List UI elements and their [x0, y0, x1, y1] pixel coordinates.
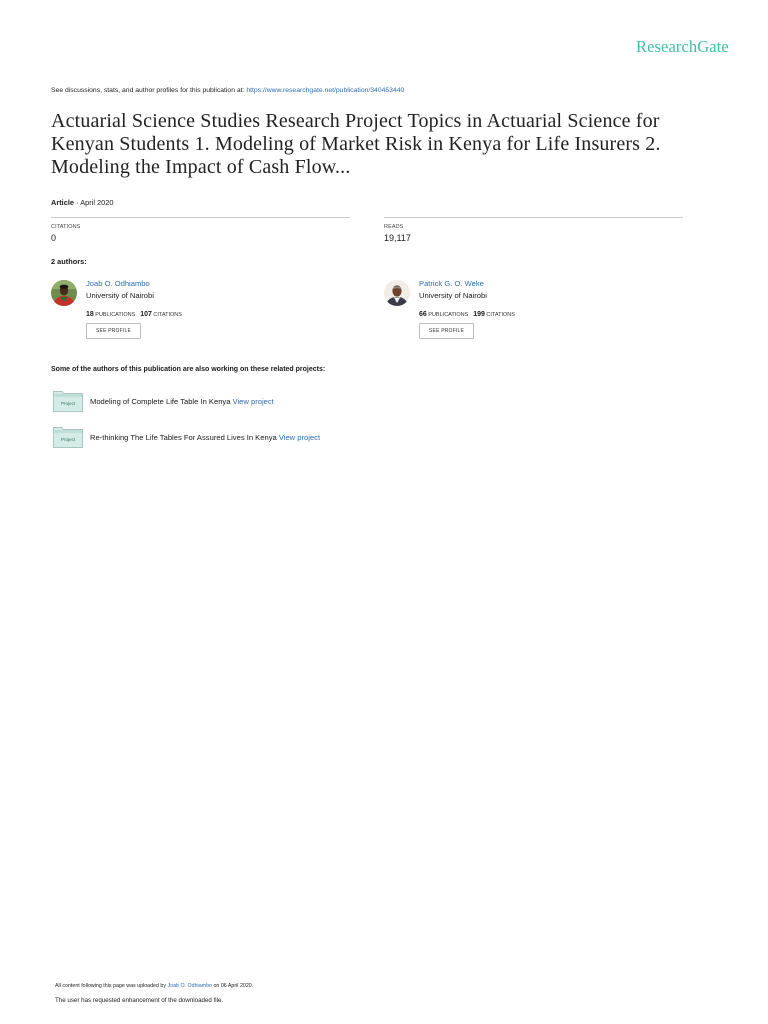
reads-label: READS — [384, 224, 404, 230]
publications-label: PUBLICATIONS — [428, 312, 469, 318]
author-card — [384, 279, 674, 341]
author-avatar[interactable] — [51, 280, 77, 306]
upload-note — [55, 982, 253, 990]
project-title: Re-thinking The Life Tables For Assured Lives In Kenya — [90, 433, 277, 442]
publications-label: PUBLICATIONS — [95, 312, 136, 318]
title-line-2: Kenyan Students 1. Modeling of Market Risk in Kenya for Life Insurers 2. — [51, 133, 661, 155]
uploader-link[interactable]: Joab O. Odhiambo — [167, 983, 212, 989]
citations-count: 107 — [140, 311, 152, 318]
project-line — [90, 433, 320, 443]
author-name-link[interactable]: Patrick G. O. Weke — [419, 279, 484, 288]
stats-divider-right — [384, 217, 683, 218]
see-profile-button[interactable]: SEE PROFILE — [419, 323, 474, 339]
title-line-3: Modeling the Impact of Cash Flow... — [51, 156, 351, 178]
author-stats — [419, 307, 515, 320]
intro-line — [51, 86, 404, 96]
project-item — [53, 426, 453, 448]
intro-text: See discussions, stats, and author profiles for this publication at: — [51, 87, 245, 94]
project-title: Modeling of Complete Life Table In Kenya — [90, 397, 231, 406]
author-affiliation: University of Nairobi — [419, 291, 487, 300]
researchgate-logo[interactable]: ResearchGate — [636, 37, 729, 56]
title-line-1: Actuarial Science Studies Research Project Topics in Actuarial Science for — [51, 110, 660, 132]
publication-title — [51, 110, 661, 179]
upload-prefix: All content following this page was uploaded by — [55, 983, 167, 989]
project-icon-label: Project — [60, 437, 76, 442]
author-stats — [86, 307, 182, 320]
view-project-link[interactable]: View project — [232, 397, 274, 406]
upload-suffix: on 06 April 2020. — [213, 983, 254, 989]
project-item — [53, 390, 453, 412]
reads-value: 19,117 — [384, 233, 411, 243]
citations-value: 0 — [51, 233, 57, 243]
view-project-link[interactable]: View project — [278, 433, 321, 442]
project-line — [90, 397, 274, 407]
meta-separator: · — [76, 198, 79, 207]
publication-type: Article — [51, 198, 75, 207]
author-photo — [51, 280, 77, 306]
author-photo — [384, 280, 410, 306]
related-projects-heading: Some of the authors of this publication are also working on these related projects: — [51, 366, 326, 373]
author-name-link[interactable]: Joab O. Odhiambo — [86, 279, 150, 288]
citations-label: CITATIONS — [486, 312, 515, 318]
publication-date: April 2020 — [80, 198, 114, 207]
project-folder-icon — [53, 426, 83, 448]
publication-meta — [51, 198, 113, 208]
enhancement-note: The user has requested enhancement of the downloaded file. — [55, 997, 224, 1004]
authors-heading: 2 authors: — [51, 257, 87, 266]
project-icon-label: Project — [60, 401, 76, 406]
citations-label: CITATIONS — [153, 312, 182, 318]
publications-count: 66 — [419, 311, 427, 318]
author-avatar[interactable] — [384, 280, 410, 306]
author-affiliation: University of Nairobi — [86, 291, 154, 300]
citations-count: 199 — [473, 311, 485, 318]
stats-divider-left — [51, 217, 350, 218]
see-profile-button[interactable]: SEE PROFILE — [86, 323, 141, 339]
publication-url-link[interactable]: https://www.researchgate.net/publication/340453440 — [246, 87, 405, 94]
citations-label: CITATIONS — [51, 224, 81, 230]
author-card — [51, 279, 341, 341]
publications-count: 18 — [86, 311, 94, 318]
project-folder-icon — [53, 390, 83, 412]
